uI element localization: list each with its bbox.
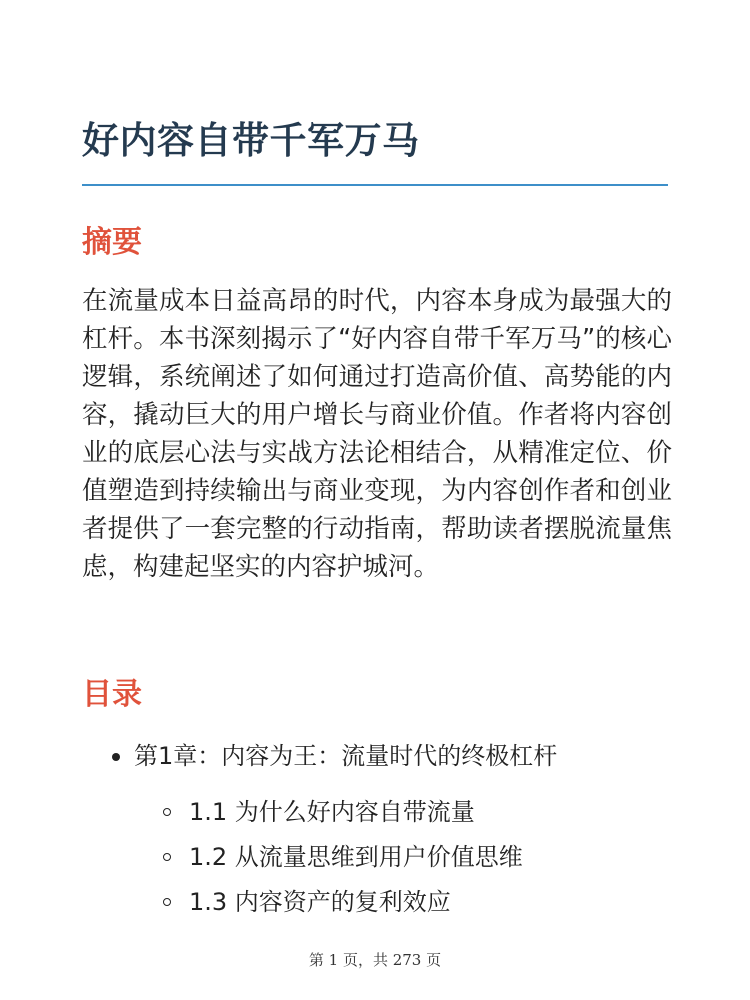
- bullet-disc-icon: [112, 753, 120, 761]
- toc-section-1-3[interactable]: 1.3 内容资产的复利效应: [189, 888, 451, 916]
- toc-section-1-1[interactable]: 1.1 为什么好内容自带流量: [189, 798, 475, 826]
- bullet-circle-icon: [163, 898, 171, 906]
- toc-section-1-2[interactable]: 1.2 从流量思维到用户价值思维: [189, 843, 523, 871]
- toc-heading: 目录: [82, 677, 142, 712]
- bullet-circle-icon: [163, 853, 171, 861]
- bullet-circle-icon: [163, 808, 171, 816]
- toc-chapter-1[interactable]: 第1章：内容为王：流量时代的终极杠杆: [134, 742, 558, 770]
- page-footer: 第 1 页，共 273 页: [308, 951, 442, 969]
- summary-heading: 摘要: [82, 225, 142, 260]
- title-divider: [82, 184, 668, 186]
- summary-text: 在流量成本日益高昂的时代，内容本身成为最强大的杠杆。本书深刻揭示了“好内容自带千军万马”的核心逻辑，系统阐述了如何通过打造高价值、高势能的内容，撬动巨大的用户增长与商业价值。作者将内容创业的底层心法与实战方法论相结合，从精准定位、价值塑造到持续输出与商业变现，为内容创作者和创业者提供了一套完整的行动指南，帮助读者摆脱流量焦虑，构建起坚实的内容护城河。: [82, 286, 672, 582]
- document-title: 好内容自带千军万马: [82, 119, 420, 162]
